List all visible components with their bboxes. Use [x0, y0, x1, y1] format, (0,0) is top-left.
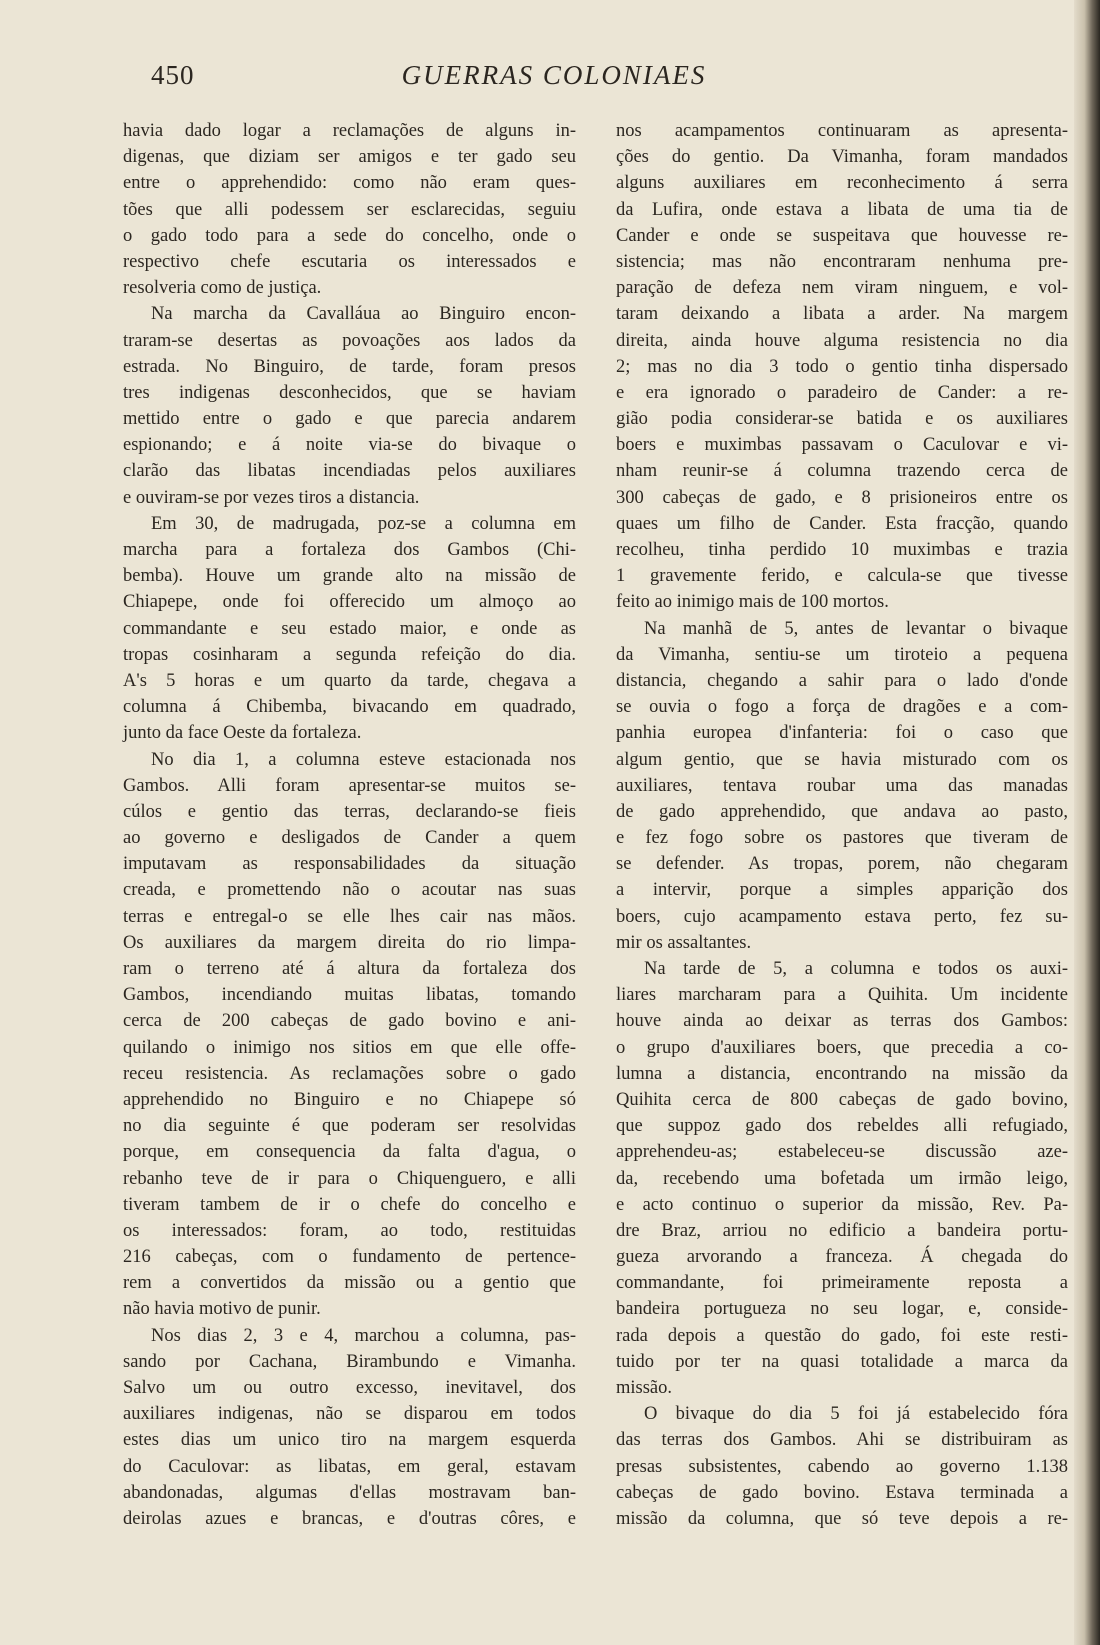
text-line: quaes um filho de Cander. Esta fracção, quando [616, 513, 1068, 534]
text-line: não havia motivo de punir. [123, 1299, 321, 1320]
text-line: bemba). Houve um grande alto na missão de [123, 566, 576, 587]
text-line: Cander e onde se suspeitava que houvesse re- [616, 225, 1068, 246]
text-line: alguns auxiliares em reconhecimento á serra [616, 173, 1068, 194]
text-line: cúlos e gentio das terras, declarando-se fieis [123, 801, 576, 822]
text-line: auxiliares indigenas, não se disparou em todos [123, 1404, 576, 1425]
page-edge-shadow [1074, 0, 1100, 1645]
text-line: liares marcharam para a Quihita. Um incidente [616, 985, 1068, 1006]
text-line: traram-se desertas as povoações aos lados da [123, 330, 576, 351]
text-line: 1 gravemente ferido, e calcula-se que tivesse [616, 566, 1068, 587]
text-line: A's 5 horas e um quarto da tarde, chegava a [123, 670, 576, 691]
text-line: espionando; e á noite via-se do bivaque o [123, 435, 576, 456]
text-line: feito ao inimigo mais de 100 mortos. [616, 592, 889, 613]
text-line: e ouviram-se por vezes tiros a distancia. [123, 487, 420, 508]
text-line: auxiliares, tentava roubar uma das manadas [616, 775, 1068, 796]
text-line: 2; mas no dia 3 todo o gentio tinha dispersado [616, 356, 1068, 377]
text-line: mir os assaltantes. [616, 932, 752, 953]
text-line: recolheu, tinha perdido 10 muximbas e trazia [616, 540, 1068, 560]
text-line: da Lufira, onde estava a libata de uma tia de [616, 199, 1068, 220]
text-line: O bivaque do dia 5 foi já estabelecido fóra [644, 1404, 1068, 1425]
text-line: respectivo chefe escutaria os interessados e [123, 251, 576, 272]
text-line: imputavam as responsabilidades da situação [123, 854, 576, 875]
text-line: commandante, foi primeiramente reposta a [616, 1273, 1068, 1294]
text-line: No dia 1, a columna esteve estacionada nos [151, 749, 576, 770]
text-line: cabeças de gado bovino. Estava terminada a [616, 1482, 1068, 1503]
text-line: da, recebendo uma bofetada um irmão leigo, [616, 1168, 1068, 1189]
text-line: clarão das libatas incendiadas pelos auxiliares [123, 461, 576, 482]
text-line: estrada. No Binguiro, de tarde, foram presos [123, 356, 576, 377]
text-line: Chiapepe, onde foi offerecido um almoço ao [123, 592, 576, 613]
text-line: tres indigenas desconhecidos, que se haviam [123, 382, 576, 403]
text-line: paração de defeza nem viram ninguem, e vol- [616, 278, 1068, 299]
text-line: o gado todo para a sede do concelho, onde o [123, 225, 576, 246]
text-line: a intervir, porque a simples apparição dos [616, 880, 1068, 901]
text-line: que suppoz gado dos rebeldes alli refugiado, [616, 1116, 1068, 1137]
text-line: gião podia considerar-se batida e os auxiliares [616, 409, 1068, 430]
running-title: GUERRAS COLONIAES [401, 60, 707, 90]
text-line: receu resistencia. As reclamações sobre o gado [123, 1063, 576, 1084]
text-line: bandeira portugueza no seu logar, e, conside- [616, 1299, 1068, 1320]
text-line: porque, em consequencia da falta d'agua, o [123, 1142, 576, 1163]
text-line: rebanho teve de ir para o Chiquenguero, e alli [123, 1168, 576, 1189]
text-line: nos acampamentos continuaram as apresenta- [616, 121, 1068, 141]
text-line: tiveram tambem de ir o chefe do concelho e [123, 1194, 576, 1215]
text-line: dre Braz, arriou no edificio a bandeira portu- [616, 1220, 1068, 1241]
right-text-column [616, 118, 1068, 1532]
text-line: cerca de 200 cabeças de gado bovino e ani- [123, 1011, 576, 1032]
text-line: e era ignorado o paradeiro de Cander: a re- [616, 382, 1068, 403]
text-line: junto da face Oeste da fortaleza. [123, 723, 362, 744]
page-number: 450 [151, 60, 195, 90]
text-line: mettido entre o gado e que parecia andarem [123, 409, 576, 430]
text-line: algum gentio, que se havia misturado com os [616, 749, 1068, 770]
text-line: sistencia; mas não encontraram nenhuma pre- [616, 251, 1068, 272]
text-line: Na tarde de 5, a columna e todos os auxi- [644, 959, 1068, 979]
text-line: columna á Chibemba, bivacando em quadrado, [123, 697, 576, 718]
text-line: tões que alli podessem ser esclarecidas, seguiu [123, 199, 576, 220]
text-line: rem a convertidos da missão ou a gentio que [123, 1273, 576, 1294]
text-line: creada, e promettendo não o acoutar nas suas [123, 880, 576, 901]
text-line: os interessados: foram, ao todo, restituidas [123, 1220, 576, 1241]
text-line: commandante e seu estado maior, e onde as [123, 618, 576, 639]
left-text-column [123, 118, 576, 1532]
text-line: apprehendido no Binguiro e no Chiapepe só [123, 1089, 576, 1110]
text-line: Quihita cerca de 800 cabeças de gado bovino, [616, 1089, 1068, 1110]
text-line: Na marcha da Cavalláua ao Binguiro encon- [151, 304, 576, 325]
text-line: estes dias um unico tiro na margem esquerda [123, 1430, 576, 1451]
text-line: apprehendeu-as; estabeleceu-se discussão aze- [616, 1142, 1068, 1163]
text-line: Em 30, de madrugada, poz-se a columna em [151, 513, 576, 534]
text-line: entre o apprehendido: como não eram ques- [123, 173, 576, 194]
text-line: direita, ainda houve alguma resistencia no dia [616, 330, 1068, 351]
text-line: panhia europea d'infanteria: foi o caso que [616, 723, 1068, 744]
text-line: de gado apprehendido, que andava ao pasto, [616, 801, 1068, 822]
text-line: missão da columna, que só teve depois a re- [616, 1508, 1068, 1529]
text-line: do Caculovar: as libatas, em geral, estavam [123, 1456, 576, 1477]
text-line: Os auxiliares da margem direita do rio limpa- [123, 932, 576, 953]
text-line: boers, cujo acampamento estava perto, fez su- [616, 906, 1068, 927]
text-line: e acto continuo o superior da missão, Rev. Pa- [616, 1194, 1068, 1215]
text-line: digenas, que diziam ser amigos e ter gado seu [123, 147, 576, 168]
text-line: ao governo e desligados de Cander a quem [123, 828, 576, 849]
text-line: se defender. As tropas, porem, não chegaram [616, 854, 1068, 875]
text-line: quilando o inimigo nos sitios em que elle offe- [123, 1037, 576, 1058]
text-line: Salvo um ou outro excesso, inevitavel, dos [123, 1378, 576, 1398]
text-line: ções do gentio. Da Vimanha, foram mandados [616, 147, 1068, 168]
text-line: tropas cosinharam a segunda refeição do dia. [123, 644, 576, 665]
text-line: rada depois a questão do gado, foi este resti- [616, 1325, 1068, 1346]
text-line: marcha para a fortaleza dos Gambos (Chi- [123, 540, 576, 560]
text-line: da Vimanha, sentiu-se um tiroteio a pequena [616, 644, 1068, 665]
text-line: 216 cabeças, com o fundamento de pertence- [123, 1247, 576, 1268]
text-line: no dia seguinte é que poderam ser resolvidas [123, 1116, 576, 1137]
text-line: taram deixando a libata a arder. Na margem [616, 304, 1068, 325]
text-line: havia dado logar a reclamações de alguns in- [123, 121, 576, 141]
text-line: missão. [616, 1378, 673, 1398]
text-line: presas subsistentes, cabendo ao governo 1.138 [616, 1456, 1068, 1477]
text-line: o grupo d'auxiliares boers, que precedia a co- [616, 1037, 1068, 1058]
text-line: ram o terreno até á altura da fortaleza dos [123, 959, 576, 979]
text-line: Gambos. Alli foram apresentar-se muitos se- [123, 775, 576, 796]
text-line: deirolas azues e brancas, e d'outras côres, e [123, 1508, 576, 1529]
text-line: 300 cabeças de gado, e 8 prisioneiros entre os [616, 487, 1068, 508]
text-line: abandonadas, algumas d'ellas mostravam ban- [123, 1482, 576, 1503]
text-line: tuido por ter na quasi totalidade a marca da [616, 1351, 1068, 1372]
text-line: Gambos, incendiando muitas libatas, tomando [123, 985, 576, 1006]
text-line: resolveria como de justiça. [123, 278, 322, 299]
text-line: Na manhã de 5, antes de levantar o bivaque [644, 618, 1068, 639]
text-line: boers e muximbas passavam o Caculovar e vi- [616, 435, 1068, 456]
text-line: terras e entregal-o se elle lhes cair nas mãos. [123, 906, 576, 927]
text-line: e fez fogo sobre os pastores que tiveram de [616, 828, 1068, 849]
text-line: se ouvia o fogo a força de dragões e a com- [616, 697, 1068, 718]
text-line: gueza arvorando a franceza. Á chegada do [616, 1247, 1068, 1268]
text-line: Nos dias 2, 3 e 4, marchou a columna, pas- [151, 1325, 576, 1346]
text-line: nham reunir-se á columna trazendo cerca de [616, 461, 1068, 482]
text-line: sando por Cachana, Birambundo e Vimanha. [123, 1351, 576, 1372]
text-line: houve ainda ao deixar as terras dos Gambos: [616, 1011, 1068, 1032]
text-line: lumna a distancia, encontrando na missão da [616, 1063, 1068, 1084]
text-line: distancia, chegando a sahir para o lado d'onde [616, 670, 1068, 691]
text-line: das terras dos Gambos. Ahi se distribuiram as [616, 1430, 1068, 1451]
